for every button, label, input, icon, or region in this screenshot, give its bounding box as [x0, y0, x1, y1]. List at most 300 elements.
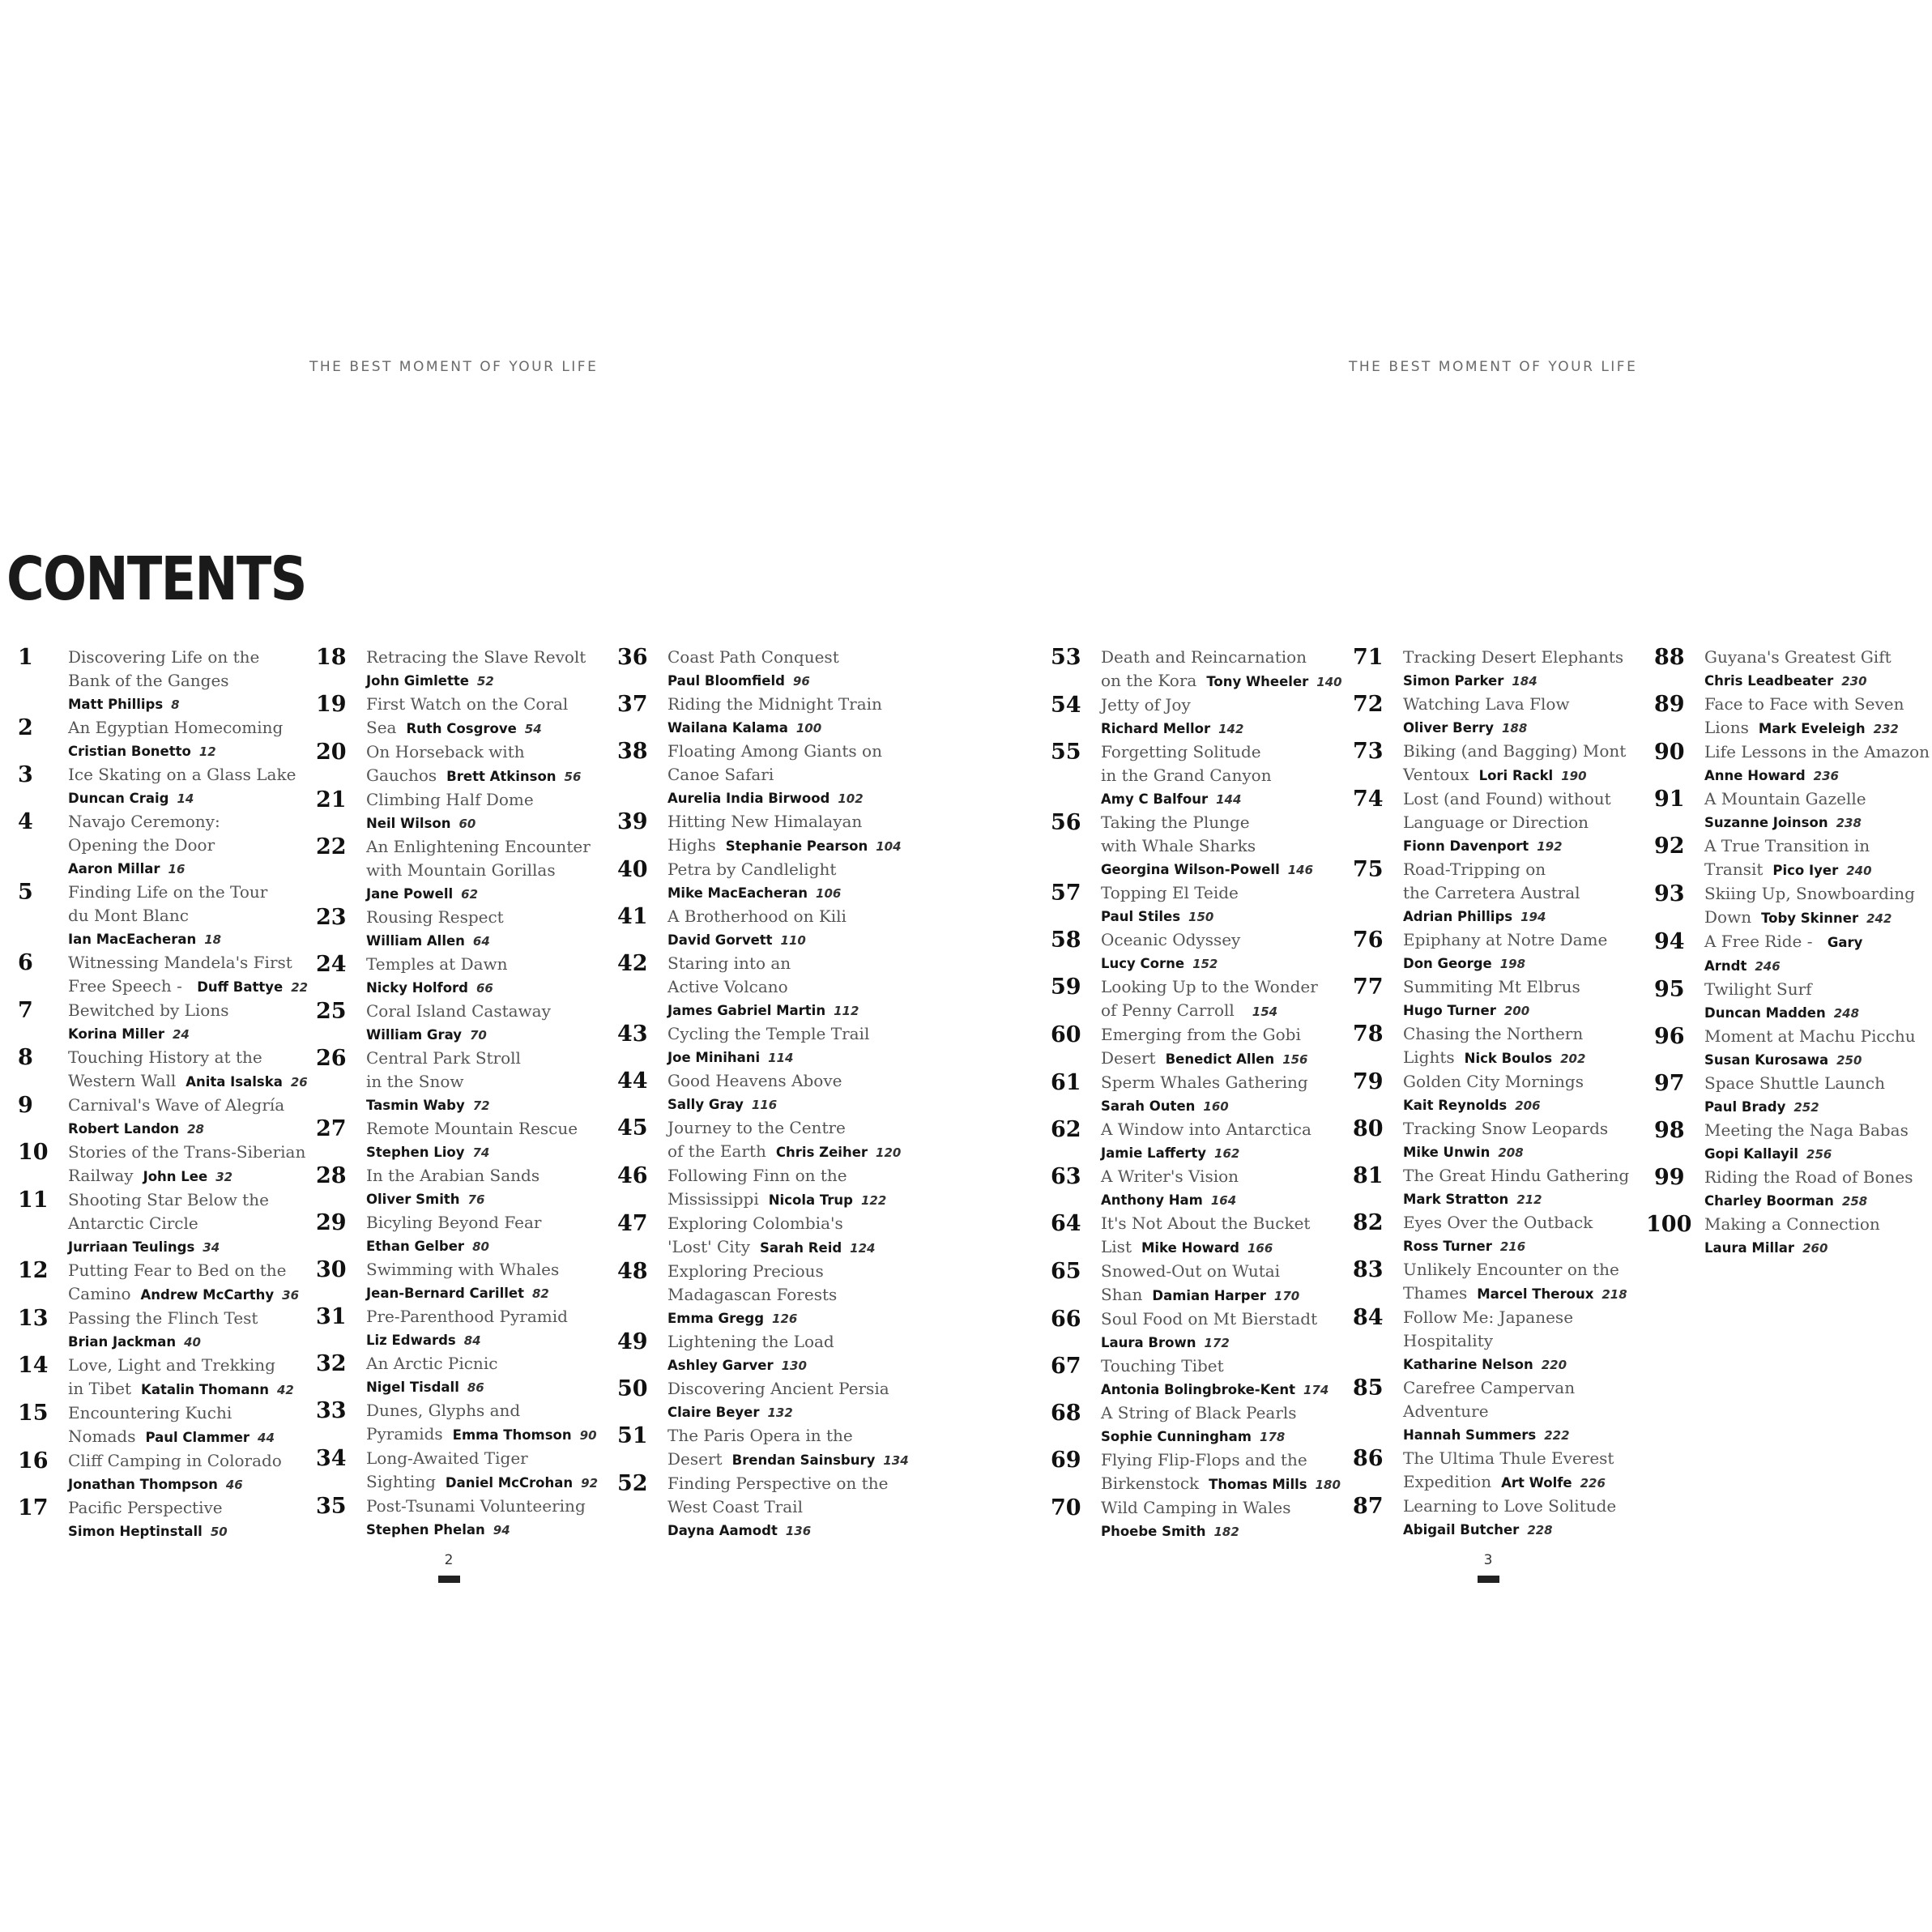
entry-title: Discovering Ancient Persia	[667, 1379, 889, 1398]
entry-number: 51	[617, 1423, 648, 1448]
toc-entry[interactable]	[617, 905, 909, 952]
entry-page-number: 134	[883, 1453, 909, 1468]
entry-number: 77	[1353, 975, 1384, 1000]
entry-page-number: 100	[795, 721, 822, 736]
entry-title: Long-Awaited Tiger Sighting	[366, 1448, 528, 1491]
entry-author: Hugo Turner	[1403, 1003, 1496, 1018]
entry-author: Toby Skinner	[1761, 911, 1859, 926]
toc-entry[interactable]	[1654, 646, 1932, 693]
entry-author: Daniel McCrohan	[445, 1475, 574, 1491]
toc-entry[interactable]	[18, 1141, 309, 1188]
entry-number: 47	[617, 1211, 648, 1236]
toc-entry[interactable]	[1051, 928, 1342, 975]
toc-entry[interactable]	[18, 763, 309, 810]
entry-title: Skiing Up, Snowboarding Down	[1704, 884, 1915, 927]
entry-title: Biking (and Bagging) Mont Ventoux	[1403, 741, 1627, 784]
entry-title: An Arctic Picnic	[366, 1354, 498, 1373]
toc-entry[interactable]	[18, 1046, 309, 1094]
toc-entry[interactable]	[1051, 693, 1342, 740]
toc-entry[interactable]	[1051, 1448, 1342, 1496]
entry-number: 69	[1051, 1448, 1081, 1473]
contents-column-3	[617, 646, 909, 1542]
entry-title: A String of Black Pearls	[1101, 1403, 1297, 1422]
entry-author: Emma Thomson	[452, 1427, 572, 1443]
entry-page-number: 194	[1520, 910, 1546, 924]
entry-number: 30	[316, 1257, 347, 1282]
entry-author: Don George	[1403, 956, 1492, 971]
entry-number: 4	[18, 809, 33, 834]
entry-page-number: 16	[168, 862, 186, 876]
entry-number: 27	[316, 1116, 347, 1141]
entry-page-number: 124	[850, 1241, 876, 1256]
entry-page-number: 72	[472, 1098, 490, 1113]
entry-number: 70	[1051, 1495, 1081, 1520]
entry-number: 88	[1654, 645, 1685, 670]
entry-title: Cycling the Temple Trail	[667, 1024, 870, 1043]
entry-title: The Paris Opera in the Desert	[667, 1426, 853, 1469]
entry-title: Tracking Snow Leopards	[1403, 1119, 1609, 1138]
toc-entry[interactable]	[617, 740, 909, 810]
entry-author: Brendan Sainsbury	[731, 1452, 876, 1468]
entry-author: Benedict Allen	[1165, 1051, 1275, 1067]
toc-entry[interactable]	[1353, 1495, 1644, 1542]
toc-entry[interactable]	[18, 716, 309, 763]
toc-entry[interactable]	[1051, 1212, 1342, 1260]
entry-number: 9	[18, 1093, 33, 1118]
entry-page-number: 240	[1846, 864, 1872, 878]
entry-page-number: 22	[291, 980, 309, 995]
entry-number: 56	[1051, 810, 1081, 835]
entry-author: Paul Brady	[1704, 1099, 1786, 1115]
entry-number: 15	[18, 1401, 49, 1426]
entry-title: Climbing Half Dome	[366, 790, 534, 809]
entry-page-number: 198	[1499, 957, 1526, 971]
entry-author: Tony Wheeler	[1206, 674, 1309, 689]
entry-author: Tasmin Waby	[366, 1098, 465, 1113]
toc-entry[interactable]	[1051, 1401, 1342, 1448]
entry-number: 20	[316, 740, 347, 765]
entry-page-number: 212	[1516, 1192, 1542, 1207]
toc-entry[interactable]	[1654, 1166, 1932, 1213]
toc-entry[interactable]	[18, 1401, 309, 1449]
toc-entry[interactable]	[18, 1449, 309, 1496]
entry-page-number: 220	[1541, 1358, 1567, 1372]
toc-entry[interactable]	[617, 1472, 909, 1542]
toc-entry[interactable]	[1051, 1307, 1342, 1354]
toc-entry[interactable]	[617, 1260, 909, 1330]
toc-entry[interactable]	[316, 693, 608, 740]
entry-number: 3	[18, 762, 33, 787]
toc-entry[interactable]	[617, 810, 909, 858]
entry-number: 8	[18, 1045, 33, 1070]
entry-page-number: 208	[1498, 1145, 1524, 1160]
entry-number: 98	[1654, 1118, 1685, 1143]
entry-page-number: 144	[1216, 792, 1242, 807]
entry-author: Duncan Craig	[68, 791, 169, 806]
entry-number: 87	[1353, 1494, 1384, 1519]
folio-marker-right	[1478, 1576, 1499, 1583]
entry-author: Mike Howard	[1141, 1240, 1239, 1256]
toc-entry[interactable]	[1353, 693, 1644, 740]
toc-entry[interactable]	[1646, 1212, 1932, 1260]
entry-title: Carefree Campervan Adventure	[1403, 1378, 1576, 1421]
toc-entry[interactable]	[1353, 928, 1644, 975]
entry-author: John Lee	[143, 1169, 208, 1184]
toc-entry[interactable]	[1051, 1118, 1342, 1165]
entry-author: Robert Landon	[68, 1121, 180, 1137]
entry-author: Nicky Holford	[366, 980, 468, 996]
entry-number: 96	[1654, 1024, 1685, 1049]
entry-number: 22	[316, 834, 347, 859]
entry-page-number: 184	[1512, 674, 1537, 689]
entry-page-number: 174	[1303, 1383, 1329, 1397]
entry-title: Oceanic Odyssey	[1101, 930, 1241, 949]
entry-author: Gary Arndt	[1704, 935, 1863, 974]
entry-page-number: 156	[1282, 1052, 1308, 1067]
toc-entry[interactable]	[617, 1377, 909, 1424]
entry-page-number: 94	[493, 1523, 510, 1537]
entry-title: Moment at Machu Picchu	[1704, 1026, 1916, 1046]
toc-entry[interactable]	[1051, 1165, 1342, 1212]
entry-number: 97	[1654, 1071, 1685, 1096]
entry-page-number: 166	[1247, 1241, 1273, 1256]
toc-entry[interactable]	[1654, 740, 1932, 787]
entry-title: Dunes, Glyphs and Pyramids	[366, 1401, 521, 1444]
entry-title: Topping El Teide	[1101, 883, 1239, 902]
entry-page-number: 12	[198, 744, 216, 759]
entry-title: Taking the Plunge with Whale Sharks	[1101, 812, 1256, 855]
toc-entry[interactable]	[617, 646, 909, 693]
entry-number: 86	[1353, 1446, 1384, 1471]
entry-title: Twilight Surf	[1704, 979, 1812, 999]
entry-title: Post-Tsunami Volunteering	[366, 1496, 586, 1516]
entry-author: Marcel Theroux	[1477, 1286, 1594, 1302]
entry-number: 5	[18, 880, 33, 905]
page-title: CONTENTS	[6, 544, 306, 614]
entry-number: 82	[1353, 1210, 1384, 1235]
entry-page-number: 76	[467, 1192, 485, 1207]
toc-entry[interactable]	[18, 1259, 309, 1307]
entry-number: 71	[1353, 645, 1384, 670]
entry-page-number: 252	[1793, 1100, 1819, 1115]
toc-entry[interactable]	[316, 1352, 608, 1399]
entry-author: Mike Unwin	[1403, 1145, 1491, 1160]
toc-entry[interactable]	[1051, 811, 1342, 881]
entry-number: 50	[617, 1376, 648, 1401]
toc-entry[interactable]	[316, 1211, 608, 1258]
entry-number: 58	[1051, 928, 1081, 953]
entry-author: Aurelia India Birwood	[667, 791, 830, 806]
entry-title: Exploring Precious Madagascan Forests	[667, 1261, 838, 1304]
entry-author: Ethan Gelber	[366, 1239, 465, 1254]
toc-entry[interactable]	[18, 951, 309, 999]
toc-entry[interactable]	[1051, 1354, 1342, 1401]
entry-author: Fionn Davenport	[1403, 838, 1529, 854]
toc-entry[interactable]	[316, 1000, 608, 1047]
toc-entry[interactable]	[1654, 930, 1932, 978]
entry-title: Shooting Star Below the Antarctic Circle	[68, 1190, 269, 1233]
entry-page-number: 164	[1210, 1193, 1237, 1208]
entry-title: Good Heavens Above	[667, 1071, 842, 1090]
entry-author: Paul Clammer	[145, 1430, 250, 1445]
entry-author: Simon Heptinstall	[68, 1524, 203, 1539]
toc-entry[interactable]	[18, 999, 309, 1046]
toc-entry[interactable]	[1353, 1070, 1644, 1117]
entry-number: 16	[18, 1448, 49, 1474]
toc-entry[interactable]	[617, 1212, 909, 1260]
toc-entry[interactable]	[1654, 1072, 1932, 1119]
toc-entry[interactable]	[617, 952, 909, 1022]
toc-entry[interactable]	[316, 646, 608, 693]
toc-entry[interactable]	[1654, 834, 1932, 882]
entry-title: Life Lessons in the Amazon	[1704, 742, 1930, 761]
toc-entry[interactable]	[1353, 1376, 1644, 1447]
toc-entry[interactable]	[1051, 1023, 1342, 1071]
toc-entry[interactable]	[1353, 1211, 1644, 1258]
entry-author: Nicola Trup	[768, 1192, 853, 1208]
entry-page-number: 236	[1813, 769, 1839, 783]
entry-page-number: 50	[210, 1525, 228, 1539]
toc-entry[interactable]	[18, 1496, 309, 1543]
toc-entry[interactable]	[316, 1047, 608, 1117]
toc-entry[interactable]	[1353, 858, 1644, 928]
entry-page-number: 92	[581, 1476, 599, 1491]
toc-entry[interactable]	[1353, 740, 1644, 787]
toc-entry[interactable]	[1353, 1447, 1644, 1495]
entry-page-number: 42	[276, 1383, 294, 1397]
toc-entry[interactable]	[1353, 1164, 1644, 1211]
entry-title: Discovering Life on the Bank of the Ganges	[68, 647, 260, 690]
entry-author: Susan Kurosawa	[1704, 1052, 1829, 1068]
toc-entry[interactable]	[18, 1354, 309, 1401]
entry-number: 60	[1051, 1022, 1081, 1047]
entry-author: Mike MacEacheran	[667, 885, 808, 901]
entry-number: 25	[316, 999, 347, 1024]
toc-entry[interactable]	[1051, 1071, 1342, 1118]
entry-number: 55	[1051, 740, 1081, 765]
entry-number: 42	[617, 951, 648, 976]
entry-page-number: 228	[1527, 1523, 1553, 1537]
toc-entry[interactable]	[18, 881, 309, 951]
entry-page-number: 112	[834, 1004, 859, 1018]
entry-page-number: 178	[1260, 1430, 1286, 1444]
entry-author: Ruth Cosgrove	[406, 721, 517, 736]
entry-author: Kait Reynolds	[1403, 1098, 1508, 1113]
toc-entry[interactable]	[617, 1164, 909, 1212]
entry-title: Tracking Desert Elephants	[1403, 647, 1624, 667]
entry-number: 35	[316, 1494, 347, 1519]
entry-page-number: 122	[861, 1193, 887, 1208]
contents-column-2	[316, 646, 608, 1542]
toc-entry[interactable]	[18, 810, 309, 881]
entry-author: James Gabriel Martin	[667, 1003, 826, 1018]
entry-number: 76	[1353, 928, 1384, 953]
toc-entry[interactable]	[18, 1188, 309, 1259]
entry-number: 6	[18, 950, 33, 975]
entry-title: Golden City Mornings	[1403, 1072, 1584, 1091]
entry-page-number: 14	[177, 791, 194, 806]
entry-author: Gopi Kallayil	[1704, 1146, 1799, 1162]
toc-entry[interactable]	[1353, 1306, 1644, 1376]
entry-page-number: 162	[1214, 1146, 1240, 1161]
toc-entry[interactable]	[316, 1399, 608, 1447]
toc-entry[interactable]	[617, 1330, 909, 1377]
entry-number: 2	[18, 715, 33, 740]
entry-page-number: 116	[751, 1098, 778, 1112]
entry-title: Road-Tripping on the Carretera Austral	[1403, 859, 1580, 902]
entry-number: 99	[1654, 1165, 1685, 1190]
entry-page-number: 160	[1203, 1099, 1229, 1114]
entry-author: Antonia Bolingbroke-Kent	[1101, 1382, 1295, 1397]
entry-page-number: 52	[476, 674, 494, 689]
entry-title: Chasing the Northern Lights	[1403, 1024, 1584, 1067]
entry-author: Neil Wilson	[366, 816, 451, 831]
entry-author: Art Wolfe	[1501, 1475, 1572, 1491]
entry-title: A Writer's Vision	[1101, 1166, 1239, 1186]
entry-author: Ian MacEacheran	[68, 932, 197, 947]
toc-entry[interactable]	[617, 1069, 909, 1116]
toc-entry[interactable]	[617, 1424, 909, 1472]
entry-number: 43	[617, 1021, 648, 1047]
entry-number: 31	[316, 1304, 347, 1329]
entry-author: Pico Iyer	[1772, 863, 1839, 878]
toc-entry[interactable]	[316, 1117, 608, 1164]
toc-entry[interactable]	[1051, 646, 1342, 693]
entry-page-number: 226	[1580, 1476, 1606, 1491]
entry-number: 89	[1654, 692, 1685, 717]
entry-title: Flying Flip-Flops and the Birkenstock	[1101, 1450, 1307, 1493]
entry-number: 36	[617, 645, 648, 670]
toc-entry[interactable]	[617, 693, 909, 740]
toc-entry[interactable]	[1353, 646, 1644, 693]
toc-entry[interactable]	[617, 1022, 909, 1069]
entry-page-number: 222	[1544, 1428, 1570, 1443]
entry-author: Simon Parker	[1403, 673, 1504, 689]
entry-page-number: 192	[1537, 839, 1563, 854]
toc-entry[interactable]	[316, 788, 608, 835]
toc-entry[interactable]	[18, 646, 309, 716]
entry-number: 84	[1353, 1305, 1384, 1330]
entry-page-number: 142	[1218, 722, 1244, 736]
entry-author: Brian Jackman	[68, 1334, 177, 1350]
entry-title: Pre-Parenthood Pyramid	[366, 1307, 568, 1326]
entry-author: Korina Miller	[68, 1026, 164, 1042]
folio-right: 3	[1483, 1552, 1493, 1568]
entry-title: Floating Among Giants on Canoe Safari	[667, 741, 882, 784]
entry-title: Soul Food on Mt Bierstadt	[1101, 1309, 1318, 1329]
toc-entry[interactable]	[1654, 693, 1932, 740]
toc-entry[interactable]	[617, 1116, 909, 1164]
entry-title: Finding Life on the Tour du Mont Blanc	[68, 882, 268, 925]
entry-author: Nick Boulos	[1464, 1051, 1553, 1066]
entry-author: Charley Boorman	[1704, 1193, 1834, 1209]
entry-page-number: 216	[1499, 1239, 1526, 1254]
entry-author: Stephen Lioy	[366, 1145, 465, 1160]
entry-number: 54	[1051, 693, 1081, 718]
toc-entry[interactable]	[18, 1307, 309, 1354]
toc-entry[interactable]	[1051, 1496, 1342, 1543]
toc-entry[interactable]	[1654, 978, 1932, 1025]
entry-page-number: 250	[1836, 1053, 1862, 1068]
toc-entry[interactable]	[316, 953, 608, 1000]
toc-entry[interactable]	[1353, 1117, 1644, 1164]
toc-entry[interactable]	[1654, 882, 1932, 930]
toc-entry[interactable]	[316, 1258, 608, 1305]
entry-author: Brett Atkinson	[446, 769, 557, 784]
entry-page-number: 28	[187, 1122, 204, 1137]
toc-entry[interactable]	[1353, 1258, 1644, 1306]
entry-number: 92	[1654, 834, 1685, 859]
entry-number: 85	[1353, 1375, 1384, 1401]
toc-entry[interactable]	[316, 906, 608, 953]
entry-number: 46	[617, 1163, 648, 1188]
toc-entry[interactable]	[1654, 1119, 1932, 1166]
toc-entry[interactable]	[316, 1305, 608, 1352]
entry-title: Bicyling Beyond Fear	[366, 1213, 542, 1232]
entry-title: Finding Perspective on the West Coast Trail	[667, 1474, 889, 1516]
entry-title: Making a Connection	[1704, 1214, 1880, 1234]
entry-number: 21	[316, 787, 347, 812]
toc-entry[interactable]	[316, 1495, 608, 1542]
toc-entry[interactable]	[1051, 1260, 1342, 1307]
entry-title: A Brotherhood on Kili	[667, 906, 847, 926]
entry-title: Coral Island Castaway	[366, 1001, 551, 1021]
toc-entry[interactable]	[316, 1447, 608, 1495]
entry-author: Duncan Madden	[1704, 1005, 1826, 1021]
entry-page-number: 136	[785, 1524, 812, 1538]
toc-entry[interactable]	[1051, 881, 1342, 928]
toc-entry[interactable]	[1654, 787, 1932, 834]
entry-author: Emma Gregg	[667, 1311, 765, 1326]
entry-number: 57	[1051, 881, 1081, 906]
entry-page-number: 64	[472, 934, 490, 949]
toc-entry[interactable]	[1654, 1025, 1932, 1072]
toc-entry[interactable]	[1051, 740, 1342, 811]
entry-title: Wild Camping in Wales	[1101, 1498, 1291, 1517]
entry-title: Riding the Road of Bones	[1704, 1167, 1913, 1187]
toc-entry[interactable]	[1353, 1022, 1644, 1070]
folio-left: 2	[444, 1552, 454, 1568]
entry-author: Katharine Nelson	[1403, 1357, 1533, 1372]
toc-entry[interactable]	[316, 1164, 608, 1211]
entry-number: 49	[617, 1329, 648, 1354]
entry-author: Oliver Smith	[366, 1192, 460, 1207]
toc-entry[interactable]	[1353, 975, 1644, 1022]
entry-title: Watching Lava Flow	[1403, 694, 1570, 714]
entry-page-number: 36	[282, 1288, 300, 1303]
entry-title: The Ultima Thule Everest Expedition	[1403, 1448, 1614, 1491]
entry-title: Love, Light and Trekking in Tibet	[68, 1355, 275, 1398]
toc-entry[interactable]	[617, 858, 909, 905]
toc-entry[interactable]	[316, 740, 608, 788]
entry-author: William Allen	[366, 933, 465, 949]
entry-author: Chris Zeiher	[775, 1145, 868, 1160]
entry-title: Touching History at the Western Wall	[68, 1047, 262, 1090]
toc-entry[interactable]	[18, 1094, 309, 1141]
entry-number: 23	[316, 905, 347, 930]
entry-title: A Window into Antarctica	[1101, 1120, 1311, 1139]
toc-entry[interactable]	[1353, 787, 1644, 858]
entry-title: Staring into an Active Volcano	[667, 953, 791, 996]
toc-entry[interactable]	[1051, 975, 1342, 1023]
toc-entry[interactable]	[316, 835, 608, 906]
entry-number: 14	[18, 1353, 49, 1378]
entry-title: Exploring Colombia's 'Lost' City	[667, 1213, 843, 1256]
entry-page-number: 218	[1601, 1287, 1627, 1302]
entry-page-number: 246	[1755, 959, 1781, 974]
entry-author: Ashley Garver	[667, 1358, 774, 1373]
entry-title: Death and Reincarnation on the Kora	[1101, 647, 1307, 690]
